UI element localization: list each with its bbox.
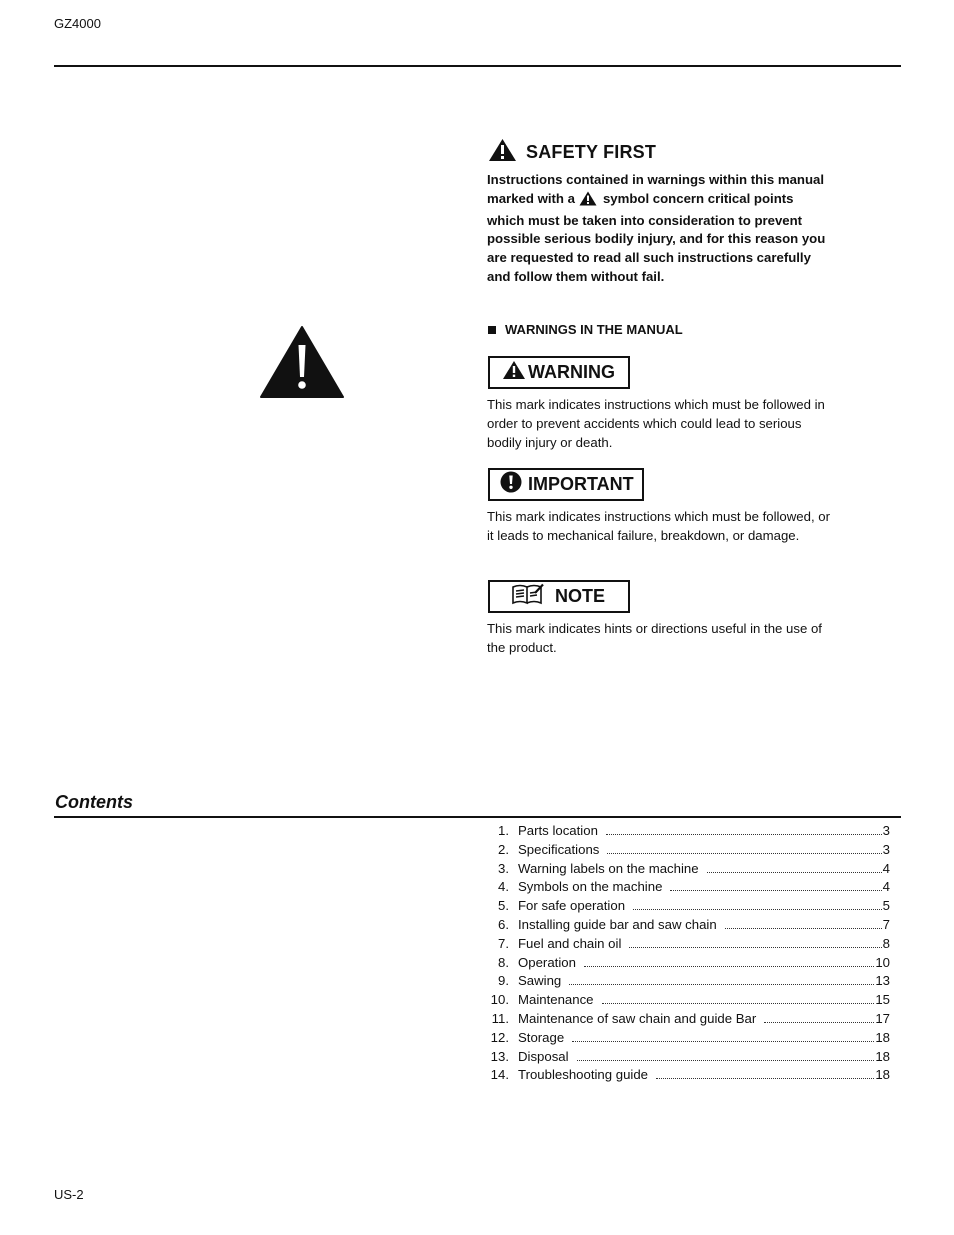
toc-dot-leader — [606, 834, 882, 835]
toc-entry-title: For safe operation — [518, 898, 626, 914]
toc-entry-title: Disposal — [518, 1048, 569, 1064]
toc-dot-leader — [572, 1041, 874, 1042]
large-warning-triangle-icon — [259, 325, 345, 404]
toc-dot-leader — [629, 947, 881, 948]
toc-entry-title: Maintenance — [518, 992, 594, 1008]
note-label: NOTE — [555, 586, 606, 606]
toc-dot-leader — [764, 1022, 874, 1023]
toc-entry-page: 7 — [882, 916, 890, 932]
toc-entry-page: 8 — [882, 935, 890, 951]
safety-title: SAFETY FIRST — [526, 142, 657, 162]
important-label: IMPORTANT — [528, 474, 634, 494]
note-label-box — [488, 580, 630, 613]
toc-entry-title: Installing guide bar and saw chain — [518, 916, 717, 932]
toc-entry[interactable] — [487, 992, 890, 1011]
toc-entry-number: 14. — [490, 1067, 509, 1083]
toc-entry-title: Storage — [518, 1029, 565, 1045]
toc-entry[interactable] — [487, 936, 890, 955]
toc-entry-page: 3 — [882, 823, 890, 838]
toc-dot-leader — [569, 984, 874, 985]
important-description: This mark indicates instructions which must be followed, or it leads to mechanical failure, breakdown, or damage. — [487, 509, 831, 543]
toc-entry-page: 18 — [875, 1048, 890, 1064]
toc-entry[interactable] — [487, 842, 890, 861]
safety-heading — [488, 138, 656, 167]
toc-entry[interactable] — [487, 1067, 890, 1086]
warnings-heading-text: WARNINGS IN THE MANUAL — [505, 322, 683, 337]
toc-dot-leader — [607, 853, 881, 854]
toc-entry-title: Specifications — [518, 841, 600, 857]
toc-entry-number: 11. — [491, 1010, 509, 1026]
toc-entry-title: Parts location — [518, 823, 598, 838]
toc-entry-number: 5. — [498, 898, 509, 914]
toc-entry-page: 18 — [875, 1029, 890, 1045]
safety-text-part2: symbol concern critical points which must be taken into consideration to prevent possible serious bodily injury, and for this reason you are requested to read all such instructions carefully and follow them without fail. — [487, 190, 826, 284]
note-description: This mark indicates hints or directions useful in the use of the product. — [487, 621, 822, 655]
toc-entry-number: 3. — [498, 860, 509, 876]
toc-entry[interactable] — [487, 973, 890, 992]
toc-entry-title: Troubleshooting guide — [518, 1067, 649, 1083]
warning-label: WARNING — [528, 362, 615, 382]
toc-entry[interactable] — [487, 861, 890, 880]
toc-entry-page: 10 — [875, 954, 890, 970]
toc-dot-leader — [602, 1003, 875, 1004]
toc-entry-number: 4. — [498, 879, 509, 895]
toc-entry[interactable] — [487, 1049, 890, 1068]
toc-entry-page: 3 — [882, 841, 890, 857]
toc-entry[interactable] — [487, 1030, 890, 1049]
toc-dot-leader — [656, 1078, 874, 1079]
toc-entry[interactable] — [487, 1011, 890, 1030]
toc-entry-page: 5 — [882, 898, 890, 914]
toc-entry-page: 17 — [875, 1010, 890, 1026]
toc-entry-page: 18 — [875, 1067, 890, 1083]
toc-entry-title: Symbols on the machine — [518, 879, 663, 895]
warning-triangle-icon — [502, 360, 526, 385]
toc-entry-number: 12. — [490, 1029, 509, 1045]
toc-entry-number: 7. — [498, 935, 509, 951]
warning-label-box — [488, 356, 630, 389]
important-label-box — [488, 468, 644, 501]
contents-title: Contents — [55, 792, 133, 812]
toc-entry-title: Warning labels on the machine — [518, 860, 699, 876]
warnings-section-heading — [488, 322, 683, 337]
toc-dot-leader — [584, 966, 874, 967]
toc-entry-title: Maintenance of saw chain and guide Bar — [518, 1010, 757, 1026]
toc-entry-number: 6. — [498, 916, 509, 932]
toc-entry[interactable] — [487, 955, 890, 974]
toc-entry-number: 1. — [498, 823, 509, 838]
toc-entry-page: 4 — [882, 879, 890, 895]
table-of-contents — [487, 823, 890, 1086]
toc-entry[interactable] — [487, 898, 890, 917]
toc-entry[interactable] — [487, 917, 890, 936]
exclamation-circle-icon — [500, 471, 522, 498]
toc-dot-leader — [670, 890, 881, 891]
toc-entry-title: Operation — [518, 954, 576, 970]
toc-entry-number: 2. — [498, 841, 509, 857]
toc-dot-leader — [707, 872, 882, 873]
toc-entry-number: 13. — [490, 1048, 509, 1064]
toc-entry-page: 4 — [882, 860, 890, 876]
toc-entry-page: 15 — [875, 992, 890, 1008]
open-book-icon — [511, 583, 545, 610]
warning-triangle-icon — [488, 138, 517, 167]
warning-description: This mark indicates instructions which must be followed in order to prevent accidents which could lead to serious bodily injury or death. — [487, 397, 825, 450]
header-divider — [54, 65, 901, 67]
toc-entry-title: Sawing — [518, 973, 562, 989]
toc-dot-leader — [577, 1060, 875, 1061]
toc-entry-title: Fuel and chain oil — [518, 935, 622, 951]
toc-entry-number: 8. — [498, 954, 509, 970]
contents-divider — [54, 816, 901, 818]
model-name: GZ4000 — [54, 16, 101, 31]
toc-entry-page: 13 — [875, 973, 890, 989]
safety-text — [487, 171, 832, 287]
safety-text-part1: Instructions contained in warnings within this manual marked with a — [487, 172, 825, 206]
page-number: US-2 — [54, 1187, 84, 1202]
inline-warning-triangle-icon — [579, 191, 597, 212]
toc-entry[interactable] — [487, 823, 890, 842]
toc-dot-leader — [725, 928, 882, 929]
toc-dot-leader — [633, 909, 882, 910]
square-bullet-icon — [488, 326, 496, 334]
toc-entry-number: 9. — [498, 973, 509, 989]
toc-entry[interactable] — [487, 879, 890, 898]
toc-entry-number: 10. — [490, 992, 509, 1008]
